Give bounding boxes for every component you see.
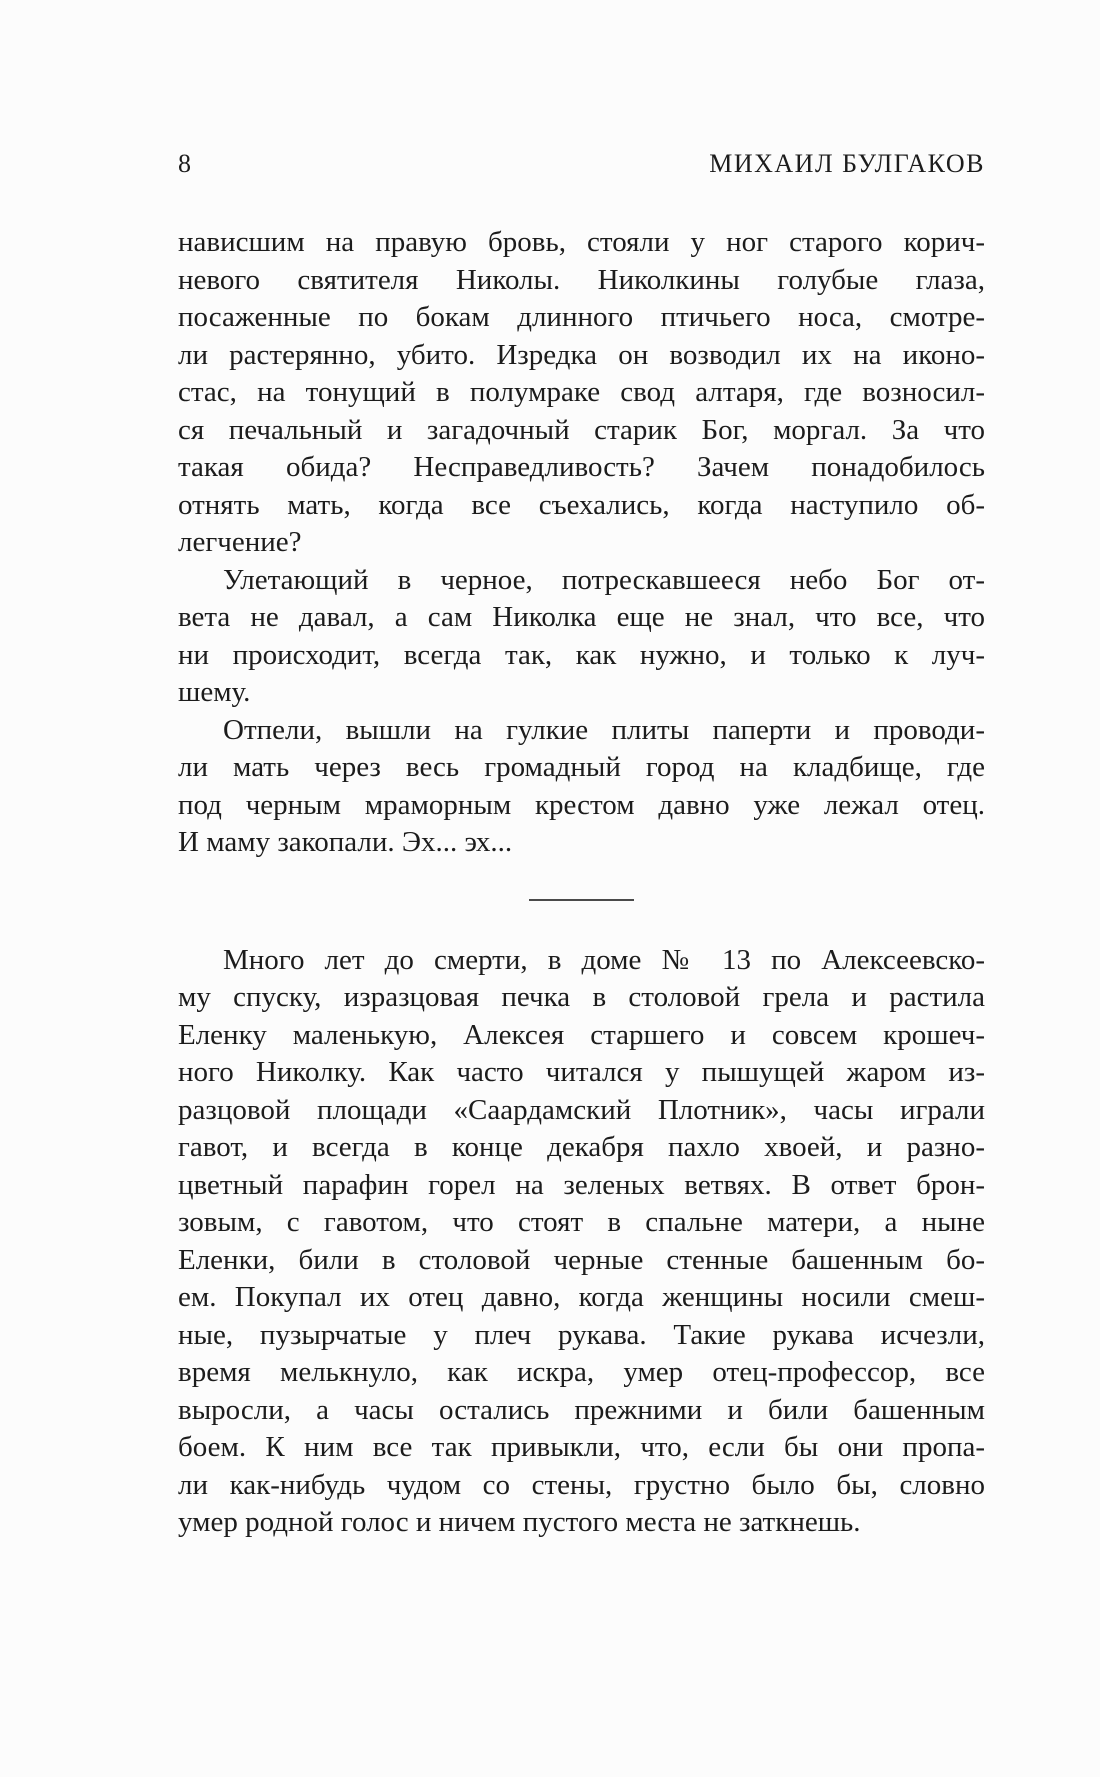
- text-line: легчение?: [178, 526, 302, 558]
- text-line: ем. Покупал их отец давно, когда женщины носили смеш-: [178, 1281, 985, 1313]
- text-section-2: [178, 942, 985, 1542]
- text-line: ни происходит, всегда так, как нужно, и только к луч-: [178, 638, 985, 671]
- text-line: Еленку маленькую, Алексея старшего и совсем крошеч-: [178, 1018, 985, 1051]
- text-line: ного Николку. Как часто читался у пышущей жаром из-: [178, 1056, 985, 1088]
- text-line: ли мать через весь громадный город на кладбище, где: [178, 751, 985, 783]
- text-line: Отпели, вышли на гулкие плиты паперти и проводи-: [223, 713, 985, 746]
- text-line: ные, пузырчатые у плеч рукава. Такие рукава исчезли,: [178, 1318, 985, 1351]
- paragraph: [178, 942, 985, 1542]
- text-section-1: [178, 224, 985, 862]
- text-line: под черным мраморным крестом давно уже лежал отец.: [178, 788, 985, 821]
- text-line: посаженные по бокам длинного птичьего носа, смотре-: [178, 301, 985, 333]
- text-line: И маму закопали. Эх... эх...: [178, 826, 513, 858]
- paragraph: [178, 562, 985, 712]
- text-line: время мелькнуло, как искра, умер отец-профессор, все: [178, 1356, 985, 1388]
- text-line: шему.: [178, 676, 251, 708]
- text-line: ли как-нибудь чудом со стены, грустно было бы, словно: [178, 1468, 985, 1501]
- text-line: выросли, а часы остались прежними и били башенным: [178, 1393, 985, 1426]
- text-line: умер родной голос и ничем пустого места не заткнешь.: [178, 1506, 861, 1538]
- text-line: ся печальный и загадочный старик Бог, моргал. За что: [178, 413, 985, 446]
- text-line: боем. К ним все так привыкли, что, если бы они пропа-: [178, 1431, 985, 1463]
- page-header: [178, 150, 985, 178]
- text-line: вета не давал, а сам Николка еще не знал, что все, что: [178, 601, 985, 633]
- section-divider-rule: [529, 899, 634, 901]
- running-title: МИХАИЛ БУЛГАКОВ: [709, 149, 985, 178]
- text-line: му спуску, изразцовая печка в столовой грела и растила: [178, 981, 985, 1013]
- text-line: отнять мать, когда все съехались, когда наступило об-: [178, 488, 985, 521]
- paragraph: [178, 712, 985, 862]
- text-line: невого святителя Николы. Николкины голубые глаза,: [178, 263, 985, 296]
- text-line: Много лет до смерти, в доме № 13 по Алексеевско-: [223, 943, 985, 976]
- text-line: Улетающий в черное, потрескавшееся небо Бог от-: [223, 563, 985, 596]
- page-number: 8: [178, 149, 192, 178]
- text-line: ли растерянно, убито. Изредка он возводил их на иконо-: [178, 338, 985, 371]
- text-line: нависшим на правую бровь, стояли у ног старого корич-: [178, 226, 985, 258]
- paragraph: [178, 224, 985, 562]
- text-line: стас, на тонущий в полумраке свод алтаря, где возносил-: [178, 376, 985, 408]
- text-line: цветный парафин горел на зеленых ветвях. В ответ брон-: [178, 1168, 985, 1201]
- page-body: [178, 224, 985, 1542]
- text-line: зовым, с гавотом, что стоят в спальне матери, а ныне: [178, 1206, 985, 1238]
- text-line: гавот, и всегда в конце декабря пахло хвоей, и разно-: [178, 1131, 985, 1163]
- text-line: такая обида? Несправедливость? Зачем понадобилось: [178, 451, 985, 483]
- text-line: разцовой площади «Саардамский Плотник», часы играли: [178, 1093, 985, 1126]
- text-line: Еленки, били в столовой черные стенные башенным бо-: [178, 1243, 985, 1276]
